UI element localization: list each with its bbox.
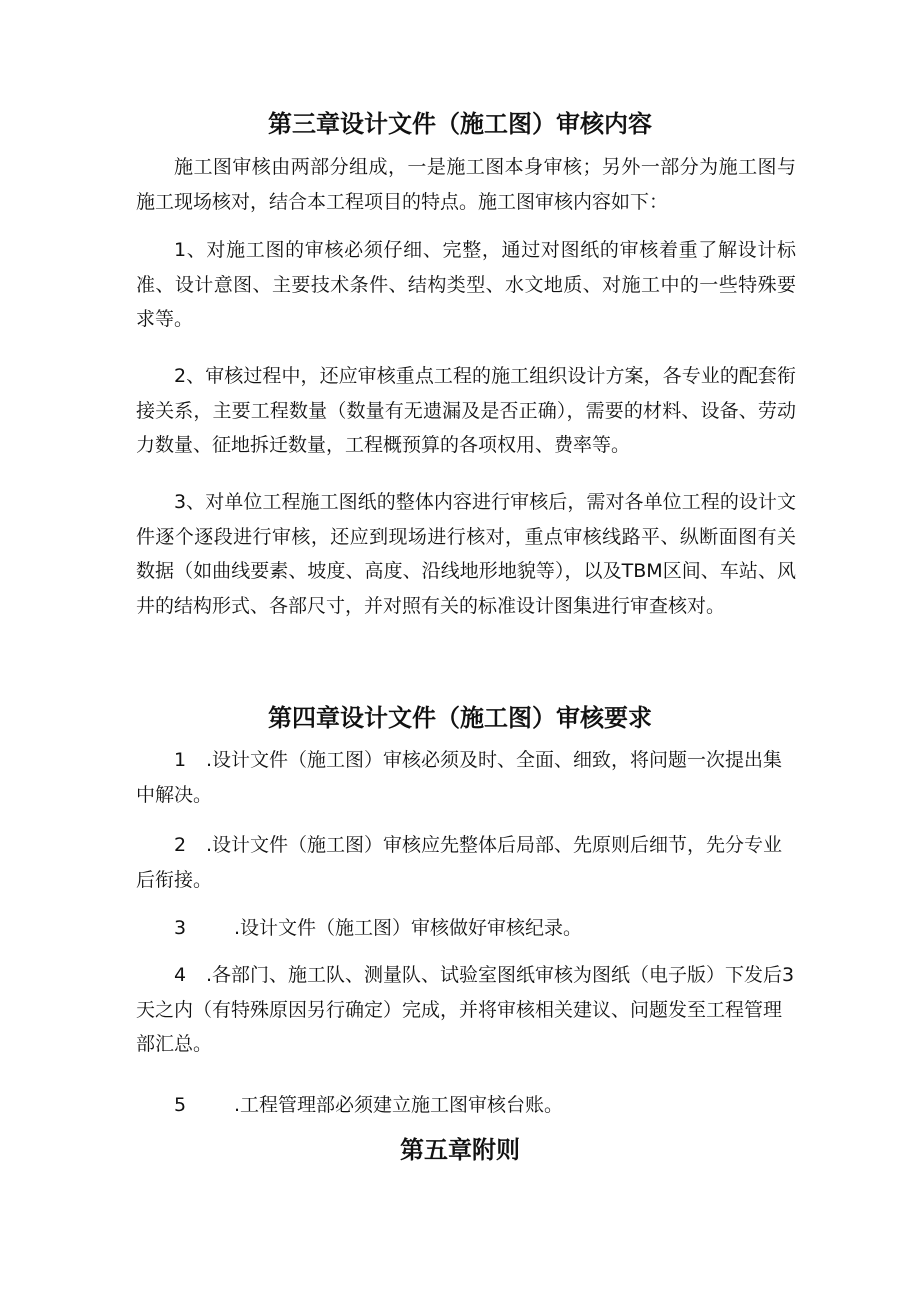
chapter3-intro: 施工图审核由两部分组成，一是施工图本身审核；另外一部分为施工图与施工现场核对，结合本工程项目的特点。施工图审核内容如下： (136, 156, 796, 213)
item-number: 3 (174, 917, 187, 939)
item-text: .工程管理部必须建立施工图审核台账。 (234, 1094, 564, 1116)
chapter3-item3: 3、对单位工程施工图纸的整体内容进行审核后，需对各单位工程的设计文件逐个逐段进行审核，还应到现场进行核对，重点审核线路平、纵断面图有关数据（如曲线要素、坡度、高度、沿线地形地貌等），以及TBM区间、车站、风井的结构形式、各部尺寸，并对照有关的标准设计图集进行审查核对。 (136, 491, 796, 617)
chapter4-item-4 (136, 958, 796, 1062)
chapter4-item-5 (136, 1088, 796, 1123)
chapter3-item2: 2、审核过程中，还应审核重点工程的施工组织设计方案，各专业的配套衔接关系，主要工程数量（数量有无遗漏及是否正确），需要的材料、设备、劳动力数量、征地拆迁数量，工程概预算的各项权用、费率等。 (136, 365, 796, 456)
chapter4-title: 第四章设计文件（施工图）审核要求 (268, 704, 652, 732)
chapter4-item-2 (136, 828, 796, 897)
chapter4-item-1 (136, 743, 796, 812)
chapter5-title: 第五章附则 (400, 1136, 520, 1164)
item-text: .设计文件（施工图）审核应先整体后局部、先原则后细节，先分专业后衔接。 (136, 834, 783, 891)
item-text: .设计文件（施工图）审核做好审核纪录。 (234, 917, 583, 939)
item-text: .设计文件（施工图）审核必须及时、全面、细致，将问题一次提出集中解决。 (136, 749, 783, 806)
item-number: 1 (174, 749, 187, 771)
item-number: 2 (174, 834, 187, 856)
chapter4-item-3 (136, 911, 796, 946)
chapter3-title: 第三章设计文件（施工图）审核内容 (268, 110, 652, 138)
item-number: 4 (174, 964, 187, 986)
item-text: .各部门、施工队、测量队、试验室图纸审核为图纸（电子版）下发后3天之内（有特殊原因另行确定）完成，并将审核相关建议、问题发至工程管理部汇总。 (136, 964, 795, 1055)
chapter3-item1: 1、对施工图的审核必须仔细、完整，通过对图纸的审核着重了解设计标准、设计意图、主要技术条件、结构类型、水文地质、对施工中的一些特殊要求等。 (136, 239, 796, 330)
item-number: 5 (174, 1094, 187, 1116)
